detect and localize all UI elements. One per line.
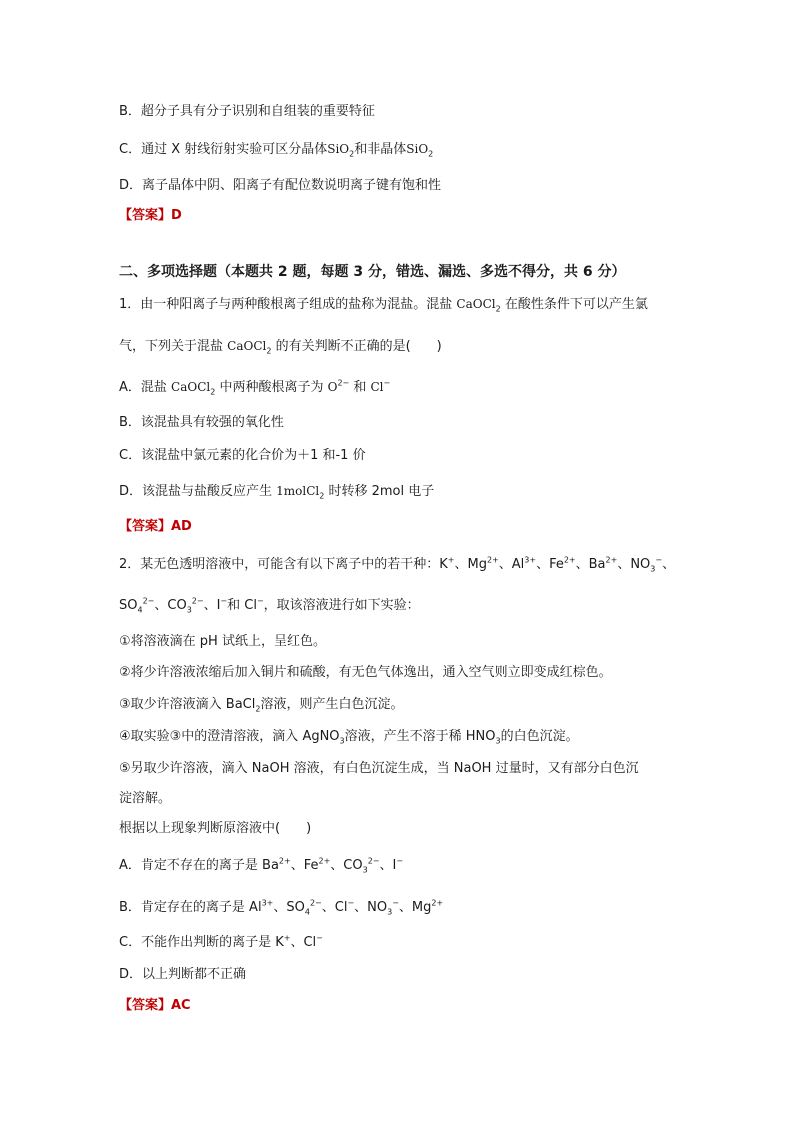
text-run: O (327, 380, 338, 394)
text-line: B．超分子具有分子识别和自组装的重要特征 (119, 104, 375, 119)
text-run: 气，下列关于混盐 (119, 339, 228, 354)
text-run: 1．由一种阳离子与两种酸根离子组成的盐称为混盐。混盐 (119, 297, 457, 312)
text-run: 溶液，产生不溶于稀 HNO (344, 729, 496, 744)
text-run: 和非晶体 (354, 142, 407, 157)
subscript: 2 (210, 387, 216, 397)
text-line: ②将少许溶液浓缩后加入铜片和硫酸，有无色气体逸出，通入空气则立即变成红棕色。 (119, 665, 612, 680)
answer-line: 【答案】AD (119, 519, 192, 534)
superscript: 2− (309, 898, 322, 908)
answer-line: 【答案】D (119, 208, 182, 223)
subscript: 2 (428, 149, 434, 159)
text-run: 、NO (354, 900, 388, 915)
superscript: 2+ (563, 555, 576, 565)
text-run: 、Cl (290, 935, 317, 950)
text-run: SiO (327, 142, 350, 156)
text-run: 在酸性条件下可以产生氯 (500, 297, 648, 312)
text-line (119, 378, 390, 397)
text-run: ，取该溶液进行如下实验： (263, 598, 420, 613)
subscript: 3 (186, 605, 192, 615)
text-run: SO (119, 598, 138, 613)
text-run: 、Cl (321, 900, 348, 915)
text-run: 、Mg (398, 900, 432, 915)
text-run: CaOCl (227, 339, 267, 353)
superscript: + (447, 555, 455, 565)
text-run: 、Ba (575, 557, 606, 572)
text-run: 的白色沉淀。 (500, 729, 579, 744)
text-line (119, 899, 443, 917)
answer-line: 【答案】AC (119, 998, 191, 1013)
superscript: 2− (191, 596, 204, 606)
text-line: 淀溶解。 (119, 791, 172, 806)
superscript: 3+ (261, 898, 274, 908)
text-line (119, 597, 420, 615)
text-line (119, 556, 675, 574)
text-run: 、NO (617, 557, 651, 572)
superscript: 2+ (605, 555, 618, 565)
text-line: 根据以上现象判断原溶液中( ) (119, 821, 312, 836)
superscript: − (256, 596, 264, 606)
superscript: − (347, 898, 355, 908)
superscript: 2+ (486, 555, 499, 565)
text-run: 、CO (330, 858, 363, 873)
text-run: CaOCl (171, 380, 211, 394)
text-run: 的有关判断不正确的是( ) (271, 339, 442, 354)
text-run: A．混盐 (119, 380, 172, 395)
text-line: ⑤另取少许溶液，滴入 NaOH 溶液，有白色沉淀生成，当 NaOH 过量时，又有部分白色沉 (119, 761, 639, 776)
subscript: 4 (137, 605, 143, 615)
superscript: − (392, 898, 399, 908)
subscript: 3 (650, 564, 656, 574)
subscript: 2 (266, 346, 272, 356)
text-run: 和 (349, 380, 371, 395)
text-run: 、Mg (454, 557, 487, 572)
superscript: − (396, 856, 404, 866)
subscript: 4 (304, 907, 310, 917)
superscript: 2− (337, 378, 350, 388)
superscript: 3+ (524, 555, 537, 565)
section-heading: 二、多项选择题（本题共 2 题，每题 3 分，错选、漏选、多选不得分，共 6 分） (119, 264, 626, 280)
text-run: B．肯定存在的离子是 Al (119, 900, 262, 915)
superscript: − (655, 555, 663, 565)
text-line (119, 482, 434, 501)
superscript: + (283, 933, 291, 943)
superscript: 2+ (278, 856, 291, 866)
text-run: 和 Cl (227, 598, 257, 613)
text-run: SiO (406, 142, 429, 156)
superscript: 2+ (318, 856, 331, 866)
subscript: 2 (319, 491, 325, 501)
text-line (119, 337, 442, 356)
subscript: 2 (349, 149, 355, 159)
text-run: D．该混盐与盐酸反应产生 (119, 484, 277, 499)
text-line: D．以上判断都不正确 (119, 967, 247, 982)
text-run: 2．某无色透明溶液中，可能含有以下离子中的若干种：K (119, 557, 448, 572)
text-run: ③取少许溶液滴入 BaCl (119, 697, 256, 712)
text-line (119, 295, 648, 314)
text-line (119, 857, 403, 875)
text-run: 1molCl (276, 484, 320, 498)
text-line (119, 140, 433, 159)
text-line: C．该混盐中氯元素的化合价为＋1 和-1 价 (119, 448, 366, 463)
text-run: 、Al (498, 557, 525, 572)
superscript: − (383, 378, 391, 388)
superscript: − (316, 933, 323, 943)
text-run: 、I (379, 858, 397, 873)
subscript: 2 (495, 304, 501, 314)
text-line: D．离子晶体中阴、阳离子有配位数说明离子键有饱和性 (119, 178, 442, 193)
text-run: C．不能作出判断的离子是 K (119, 935, 284, 950)
text-run: 中两种酸根离子为 (215, 380, 328, 395)
subscript: 2 (255, 704, 261, 714)
text-run: 、CO (154, 598, 187, 613)
text-run: Cl (370, 380, 384, 394)
subscript: 3 (339, 736, 345, 746)
text-run: 时转移 2mol 电子 (324, 484, 435, 499)
subscript: 3 (387, 907, 393, 917)
subscript: 3 (362, 865, 368, 875)
text-run: ④取实验③中的澄清溶液，滴入 AgNO (119, 729, 340, 744)
text-run: C．通过 X 射线衍射实验可区分晶体 (119, 142, 328, 157)
text-run: A．肯定不存在的离子是 Ba (119, 858, 279, 873)
superscript: − (220, 596, 228, 606)
text-line (119, 696, 403, 714)
text-run: 溶液，则产生白色沉淀。 (260, 697, 404, 712)
text-line (119, 934, 323, 952)
text-run: 、Fe (536, 557, 564, 572)
superscript: 2− (367, 856, 380, 866)
text-run: 、SO (273, 900, 305, 915)
superscript: 2− (142, 596, 155, 606)
text-run: CaOCl (456, 297, 496, 311)
text-line: ①将溶液滴在 pH 试纸上，呈红色。 (119, 634, 326, 649)
text-run: 、 (662, 557, 676, 572)
text-line: B．该混盐具有较强的氧化性 (119, 415, 284, 430)
superscript: 2+ (431, 898, 444, 908)
text-run: 、I (203, 598, 221, 613)
text-line (119, 728, 579, 746)
text-run: 、Fe (290, 858, 319, 873)
subscript: 3 (495, 736, 501, 746)
